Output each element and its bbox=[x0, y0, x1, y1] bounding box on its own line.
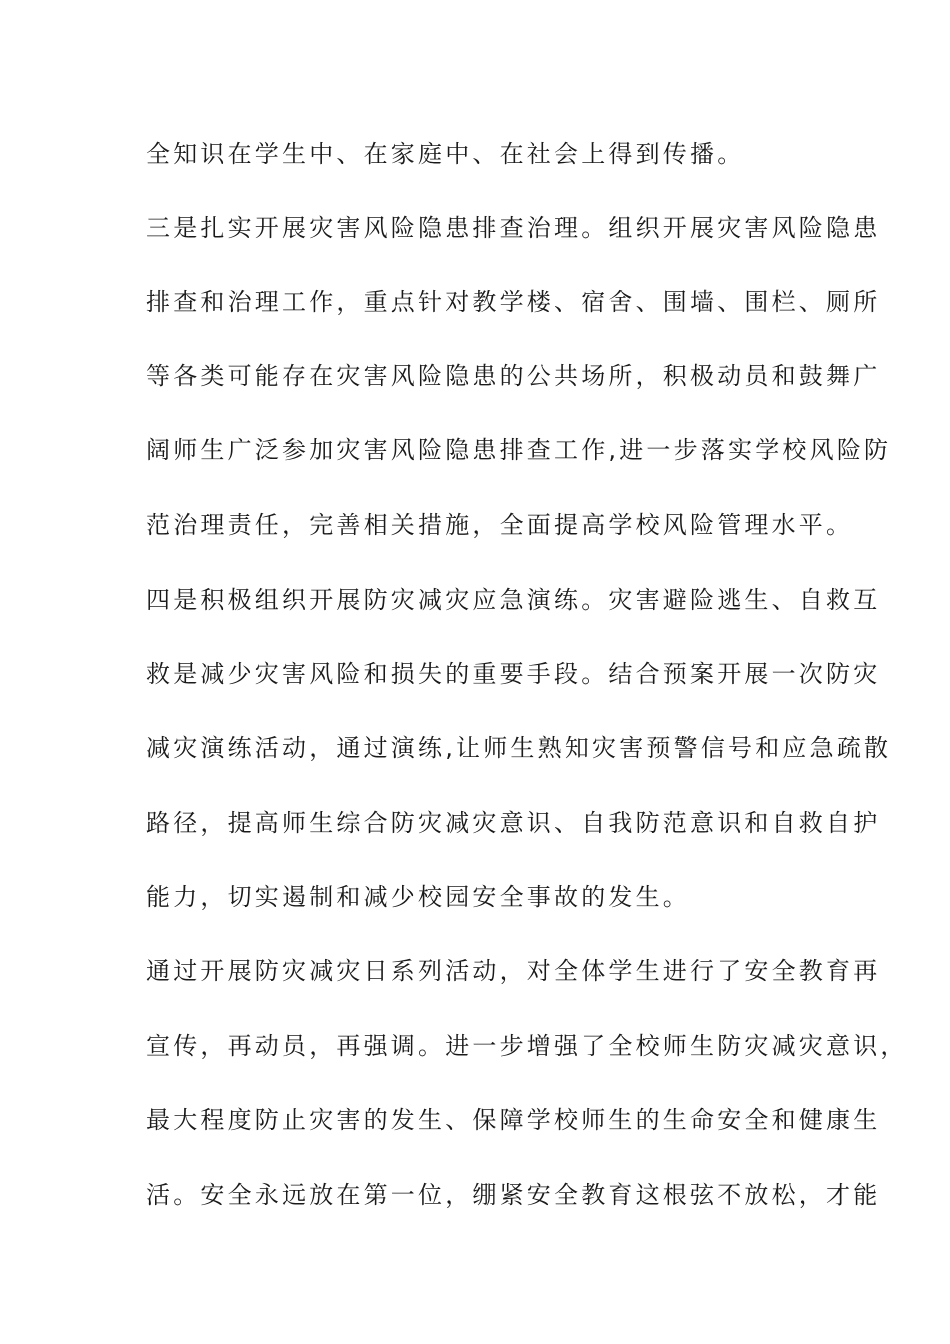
text-line: 能力，切实遏制和减少校园安全事故的发生。 bbox=[146, 883, 690, 911]
text-line: 范治理责任，完善相关措施，全面提高学校风险管理水平。 bbox=[146, 511, 854, 539]
text-line: 阔师生广泛参加灾害风险隐患排查工作,进一步落实学校风险防 bbox=[146, 436, 892, 464]
text-line: 等各类可能存在灾害风险隐患的公共场所，积极动员和鼓舞广 bbox=[146, 362, 881, 390]
text-line: 最大程度防止灾害的发生、保障学校师生的生命安全和健康生 bbox=[146, 1106, 881, 1134]
text-line: 救是减少灾害风险和损失的重要手段。结合预案开展一次防灾 bbox=[146, 660, 881, 688]
text-line: 路径，提高师生综合防灾减灾意识、自我防范意识和自救自护 bbox=[146, 809, 881, 837]
text-line: 活。安全永远放在第一位，绷紧安全教育这根弦不放松，才能 bbox=[146, 1181, 881, 1209]
text-line: 全知识在学生中、在家庭中、在社会上得到传播。 bbox=[146, 140, 745, 168]
text-line: 排查和治理工作，重点针对教学楼、宿舍、围墙、围栏、厕所 bbox=[146, 288, 881, 316]
text-line: 通过开展防灾减灾日系列活动，对全体学生进行了安全教育再 bbox=[146, 957, 881, 985]
text-line: 减灾演练活动，通过演练,让师生熟知灾害预警信号和应急疏散 bbox=[146, 734, 892, 762]
text-line: 三是扎实开展灾害风险隐患排查治理。组织开展灾害风险隐患 bbox=[146, 214, 881, 242]
text-line: 宣传，再动员，再强调。进一步增强了全校师生防灾减灾意识， bbox=[146, 1032, 908, 1060]
text-line: 四是积极组织开展防灾减灾应急演练。灾害避险逃生、自救互 bbox=[146, 586, 881, 614]
